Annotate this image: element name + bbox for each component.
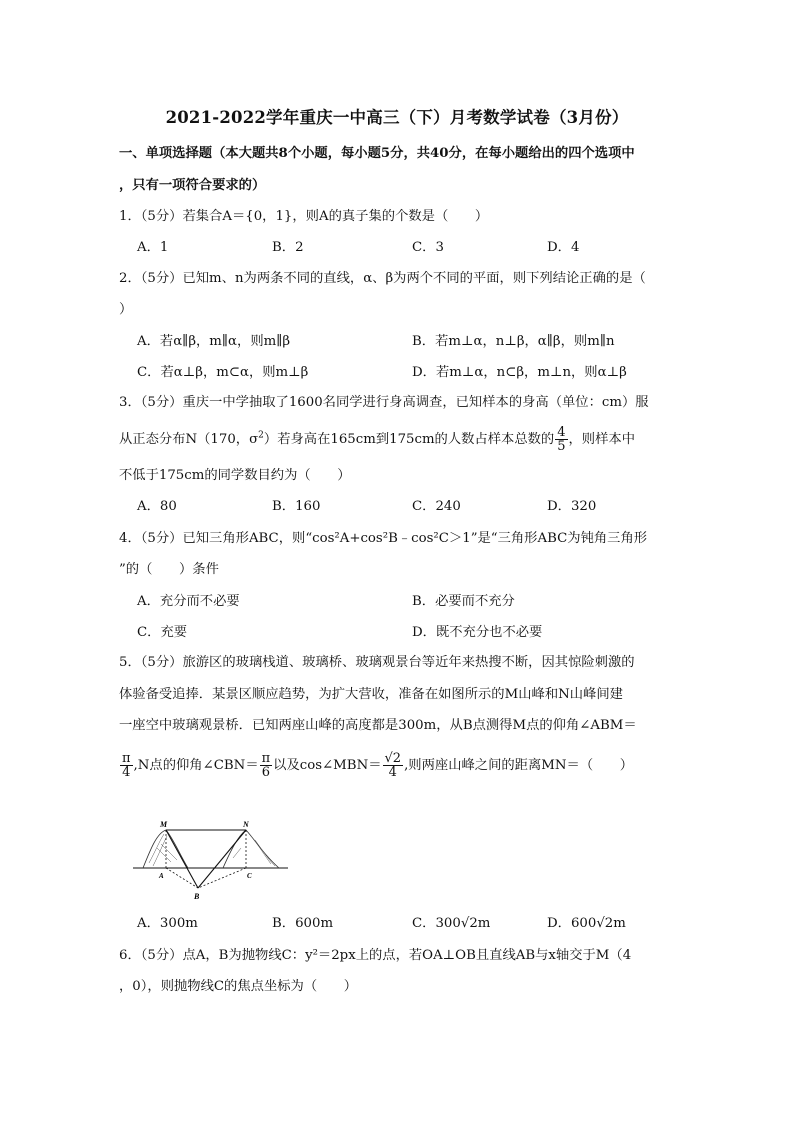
q5-option-a: A．300m <box>137 916 198 931</box>
q4-option-d: D．既不充分也不必要 <box>412 625 543 640</box>
label-b: B <box>194 892 200 901</box>
q1-option-b: B．2 <box>272 240 304 255</box>
right-mountain-hatching <box>233 836 275 866</box>
q3-option-a: A．80 <box>137 499 177 514</box>
question-6-line2: ，0），则抛物线C的焦点坐标为（ ） <box>119 979 358 994</box>
right-mountain-outline <box>223 830 279 868</box>
page-title: 2021-2022学年重庆一中高三（下）月考数学试卷（3月份） <box>165 108 629 127</box>
q5-fraction-mbn-numerator: √2 <box>384 751 402 766</box>
label-c: C <box>247 872 252 880</box>
section-heading-line2: ，只有一项符合要求的） <box>119 178 266 193</box>
q3-fraction <box>555 426 567 453</box>
q3-option-c: C．240 <box>412 499 461 514</box>
q3-fraction-denominator: 5 <box>557 439 566 454</box>
mountain-bridge-figure <box>133 818 293 903</box>
q5-line4-part3: ,则两座山峰之间的距离MN＝（ ） <box>404 758 634 773</box>
section-heading-line1: 一、单项选择题（本大题共8个小题，每小题5分，共40分，在每小题给出的四个选项中 <box>119 146 635 161</box>
q3-line2-part1: 从正态分布N（170，σ <box>119 432 259 447</box>
label-n: N <box>243 820 249 829</box>
line-nb <box>198 830 246 888</box>
q1-option-d: D．4 <box>547 240 580 255</box>
question-3-line3: 不低于175cm的同学数目约为（ ） <box>119 468 351 483</box>
left-mountain-hatching <box>149 834 177 866</box>
q2-option-c: C．若α⊥β，m⊂α，则m⊥β <box>137 365 309 380</box>
q5-fraction-cbn-numerator: π <box>261 751 271 766</box>
q5-fraction-abm <box>120 752 133 779</box>
q5-fraction-abm-denominator: 4 <box>122 765 131 780</box>
q2-option-d: D．若m⊥α，n⊂β，m⊥n，则α⊥β <box>412 365 627 380</box>
q4-option-c: C．充要 <box>137 625 188 640</box>
question-5-line4 <box>119 752 679 779</box>
q1-option-a: A．1 <box>137 240 169 255</box>
question-4-line1: 4．（5分）已知三角形ABC，则“cos²A+cos²B﹣cos²C＞1”是“三角形ABC为钝角三角形 <box>119 531 648 546</box>
q5-option-b: B．600m <box>272 916 334 931</box>
q3-line2-part3: ，则样本中 <box>568 432 635 447</box>
q1-option-c: C．3 <box>412 240 444 255</box>
q4-option-b: B．必要而不充分 <box>412 594 515 609</box>
q5-option-d: D．600√2m <box>547 916 626 931</box>
q5-fraction-mbn <box>383 752 404 779</box>
question-4-line2: ”的（ ）条件 <box>119 562 219 577</box>
question-6-line1: 6．（5分）点A，B为抛物线C：y²＝2px上的点，若OA⊥OB且直线AB与x轴交于M（4 <box>119 948 632 963</box>
q5-fraction-cbn-denominator: 6 <box>261 765 271 780</box>
question-3-line1: 3．（5分）重庆一中学抽取了1600名同学进行身高调查，已知样本的身高（单位：cm）服 <box>119 395 649 410</box>
question-1-stem: 1．（5分）若集合A＝{0，1}，则A的真子集的个数是（ ） <box>119 209 489 224</box>
label-m: M <box>160 820 168 829</box>
question-5-line2: 体验备受追捧．某景区顺应趋势，为扩大营收，准备在如图所示的M山峰和N山峰间建 <box>119 687 623 702</box>
question-5-line3: 一座空中玻璃观景桥．已知两座山峰的高度都是300m，从B点测得M点的仰角∠ABM＝ <box>119 718 637 733</box>
question-2-line1: 2．（5分）已知m、n为两条不同的直线，α、β为两个不同的平面，则下列结论正确的是（ <box>119 271 646 286</box>
q3-sigma-exponent: 2 <box>258 430 264 441</box>
q2-option-b: B．若m⊥α，n⊥β，α∥β，则m∥n <box>412 334 615 349</box>
q5-line4-part2: 以及cos∠MBN＝ <box>273 758 382 773</box>
left-mountain-outline <box>143 830 188 868</box>
question-5-line1: 5．（5分）旅游区的玻璃栈道、玻璃桥、玻璃观景台等近年来热搜不断，因其惊险刺激的 <box>119 655 635 670</box>
q3-option-d: D．320 <box>547 499 597 514</box>
q3-option-b: B．160 <box>272 499 321 514</box>
q3-line2-part2: ）若身高在165cm到175cm的人数占样本总数的 <box>263 432 555 447</box>
question-3-line2 <box>119 426 679 453</box>
q5-fraction-cbn <box>260 752 273 779</box>
q5-fraction-abm-numerator: π <box>122 751 131 766</box>
q2-option-a: A．若α∥β，m∥α，则m∥β <box>137 334 291 349</box>
q5-line4-part1: ,N点的仰角∠CBN＝ <box>133 758 259 773</box>
q3-fraction-numerator: 4 <box>557 425 566 440</box>
line-cb <box>198 868 246 888</box>
question-2-line2: ） <box>119 302 133 317</box>
label-a: A <box>159 872 164 880</box>
line-mb <box>166 830 198 888</box>
q5-fraction-mbn-denominator: 4 <box>388 765 397 780</box>
q4-option-a: A．充分而不必要 <box>137 594 240 609</box>
q5-option-c: C．300√2m <box>412 916 491 931</box>
line-ab <box>166 868 198 888</box>
